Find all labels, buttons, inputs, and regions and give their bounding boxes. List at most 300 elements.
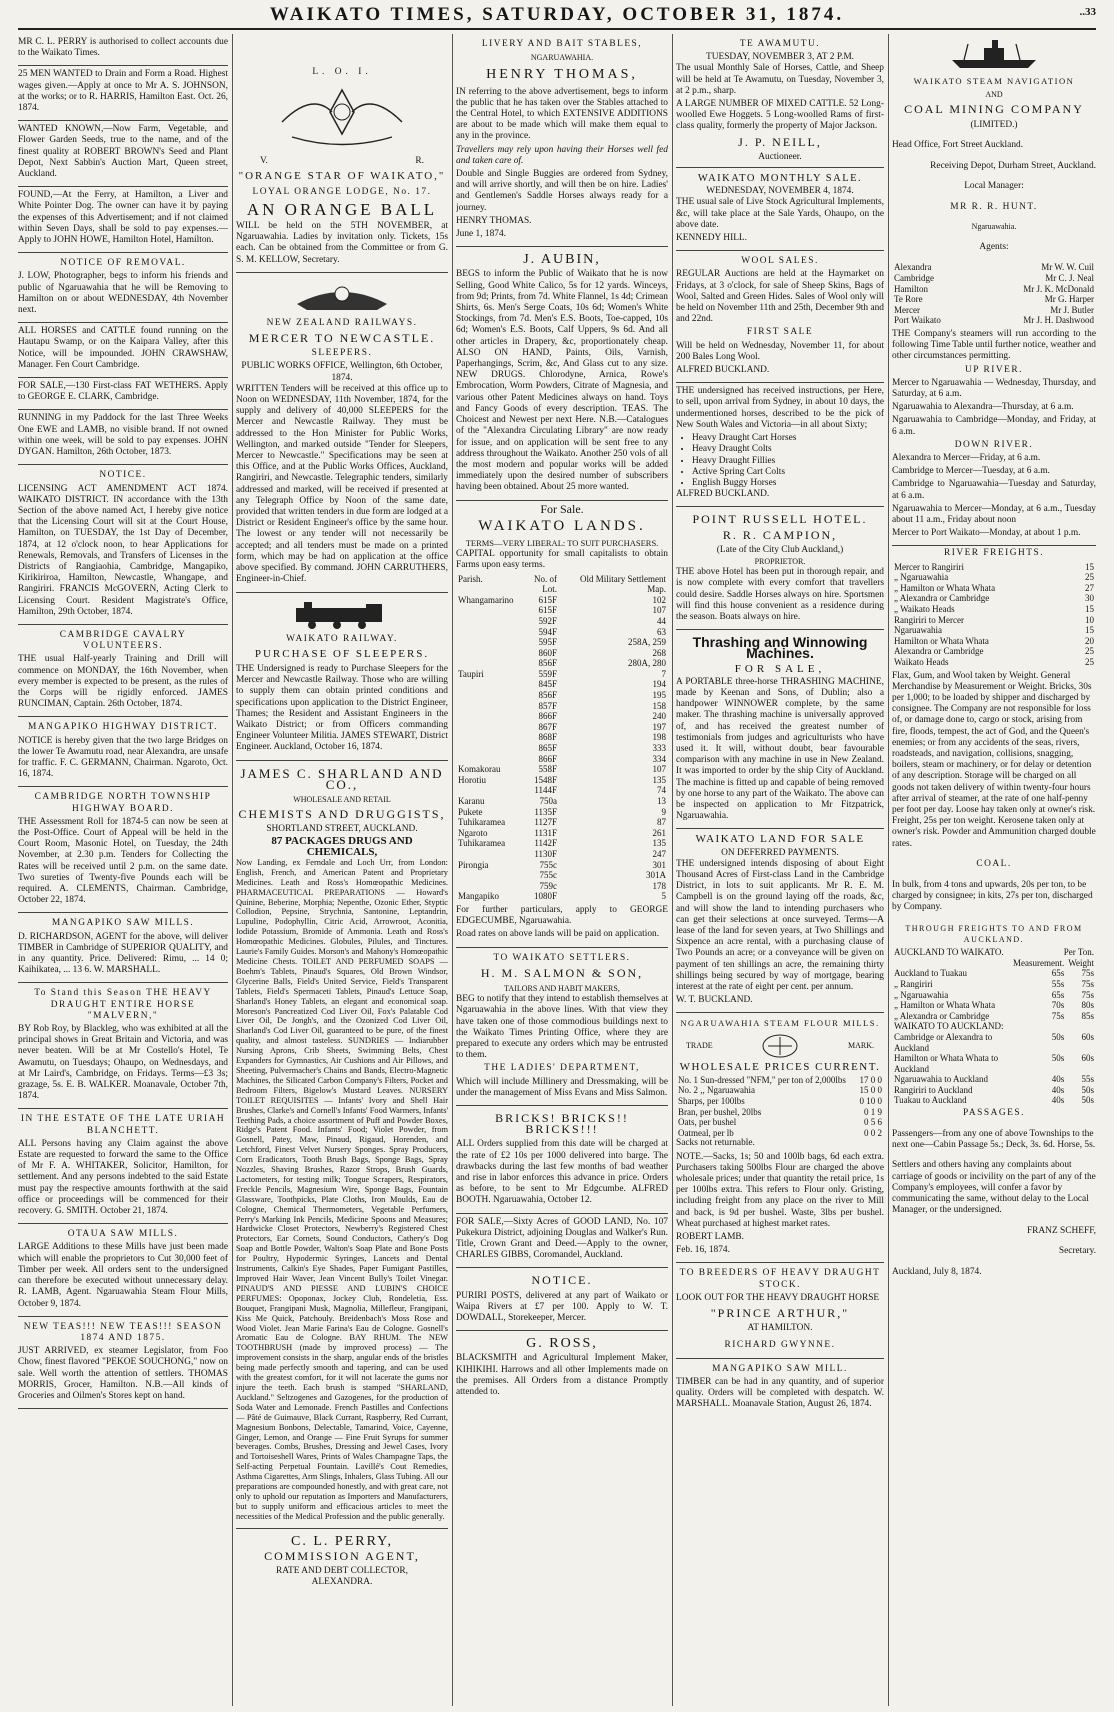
table-cell: 55s (1051, 978, 1065, 989)
column-5 (892, 34, 1096, 1706)
table-row (456, 785, 668, 796)
salmon-text: BEG to notify that they intend to establish themselves at Ngaruawahia in the above lines. With that view they have taken one of those commodious buildings next to the Waikato Times Printing Office, where they are prepared to execute any orders which may be entrusted to them. (456, 994, 668, 1061)
salmon-name: H. M. SALMON & SON, (480, 965, 644, 980)
lands-terms: TERMS—VERY LIBERAL: TO SUIT PURCHASERS. (465, 537, 659, 548)
company-coal: COAL MINING COMPANY (904, 102, 1084, 117)
agent-place: Mercer (894, 304, 920, 315)
table-cell: 333 (652, 743, 666, 754)
table-cell: 194 (652, 679, 666, 690)
table-cell (456, 616, 515, 627)
sharland-name: JAMES C. SHARLAND AND CO., (240, 765, 444, 792)
agent-place: Hamilton (894, 283, 928, 294)
loi-right: R. (415, 156, 424, 167)
table-row (456, 658, 668, 669)
list-item: • Heavy Draught Fillies (692, 456, 884, 467)
table-cell: 334 (652, 753, 666, 764)
agent-name: Mr C. J. Neal (1045, 272, 1094, 283)
table-cell: Auckland to Tuakau (894, 968, 967, 979)
table-cell: 40s (1051, 1084, 1065, 1095)
table-cell: 866F (538, 711, 557, 722)
agent-place: Port Waikato (894, 315, 941, 326)
freight-rate: 15 (1085, 625, 1094, 636)
ad-block (18, 378, 228, 410)
through-freights-heading: THROUGH FREIGHTS TO AND FROM AUCKLAND. (905, 923, 1083, 944)
table-header-row (892, 1021, 1096, 1032)
ad-deferred-land (676, 829, 884, 1013)
freight-rate: 27 (1085, 582, 1094, 593)
table-row (892, 305, 1096, 316)
table-cell (456, 627, 515, 638)
table-cell: Cambridge or Alexandra to Auckland (894, 1031, 993, 1053)
table-cell: 60s (1081, 1053, 1094, 1064)
lands-col-header: No. of Lot. (533, 573, 557, 595)
table-cell: 13 (657, 796, 666, 806)
table-cell: 759c (539, 880, 557, 891)
price-item: Sharps, per 100lbs (678, 1096, 745, 1107)
ad-monthly-sale (676, 168, 884, 251)
agent-place: Alexandra (894, 262, 932, 273)
livery-text: IN referring to the above advertisement, begs to inform the public that he has taken over the Stables attached to the Central Hotel, to which EXTENSIVE ADDITIONS are about to be made which will make them equal to any in the province. (456, 86, 668, 142)
passages-text: Passengers—from any one of above Townships to the next one—Cabin Passage 5s.; Deck, 3s. 6d. Horse, 5s. (892, 1128, 1096, 1150)
freight-route: Rangiriri to Mercer (894, 614, 964, 625)
table-cell: Rangiriri to Auckland (894, 1084, 973, 1095)
list-item: Cambridge to Mercer—Tuesday, at 6 a.m. (892, 466, 1050, 477)
trademark-icon (760, 1032, 800, 1060)
ad-wool-sales (676, 251, 884, 383)
freight-route: Waikato Heads (894, 656, 949, 667)
table-cell: Whangamarino (458, 594, 514, 605)
table-cell: 755c (539, 859, 557, 870)
table-cell: Pukete (458, 806, 483, 817)
ross-text: BLACKSMITH and Agricultural Implement Maker, KIHIKIHI. Harrows and all other Implements made on the premises. All Orders from a distance Promptly attended to. (456, 1353, 668, 1398)
table-row (456, 807, 668, 818)
table-row (456, 648, 668, 659)
ad-block (18, 1224, 228, 1316)
loi-heading: L. O. I. (312, 67, 372, 77)
table-row (456, 722, 668, 733)
hotel-late: (Late of the City Club Auckland,) (716, 544, 844, 555)
freight-route: Mercer to Rangiriri (894, 561, 964, 572)
saw-mill-text: TIMBER can be had in any quantity, and of superior quality. Orders will be completed with despatch. W. MARSHALL. Moanavale Station, August 26, 1874. (676, 1376, 884, 1410)
ta-role: Auctioneer. (758, 151, 802, 162)
orange-star-title: "ORANGE STAR OF WAIKATO," (238, 170, 446, 183)
table-cell: 7 (661, 668, 666, 679)
table-row (456, 838, 668, 849)
table-cell: 195 (652, 690, 666, 701)
ad-text: NOTICE is hereby given that the two large Bridges on the lower Te Awamutu road, near Alexandra, are unsafe for traffic. F. C. GERMANN, Chairman. Ngaroto, Oct. 16, 1874. (18, 735, 228, 780)
column-1 (18, 34, 228, 1706)
agent-name: Mr J. H. Dashwood (1023, 315, 1094, 326)
table-header-row (892, 947, 1096, 958)
ad-heading: CAMBRIDGE CAVALRY VOLUNTEERS. (59, 629, 187, 652)
table-cell: 592F (538, 615, 557, 626)
table-row (892, 1000, 1096, 1011)
table-cell: 856F (538, 658, 557, 669)
sharland-chemists: CHEMISTS AND DRUGGISTS, (238, 807, 446, 822)
table-cell: 158 (652, 700, 666, 711)
breeders-text: LOOK OUT FOR THE HEAVY DRAUGHT HORSE (676, 1292, 880, 1303)
table-row (456, 796, 668, 807)
lands-table (456, 574, 668, 902)
gwynne: RICHARD GWYNNE. (724, 1340, 836, 1351)
table-cell: 178 (652, 880, 666, 891)
ad-waikato-railway (236, 593, 448, 761)
table-row (892, 273, 1096, 284)
table-cell: 856F (538, 690, 557, 701)
table-cell: 5 (661, 891, 666, 902)
ad-block (18, 34, 228, 66)
purchase-sleepers-heading: PURCHASE OF SLEEPERS. (254, 647, 430, 660)
list-item: Ngaruawahia to Cambridge—Monday, and Friday, at 6 a.m. (892, 415, 1096, 437)
deferred-text: THE undersigned intends disposing of about Eight Thousand Acres of First-class Land in the Cambridge District, in lots to suit applicants. Mr R. E. M. Campbell is on the ground laying off the roads, &c, and will show the land to intending purchasers who can get their selections at once surveyed. Terms—A lease of the land for seven years, at Two Shillings and Sixpence an acre rental, with a purchasing clause of Two Pounds an acre; or a conveyance will be given on payment of ten shillings an acre, the remaining thirty shillings being secured by way of mortgage, bearing interest at the rate of eight per cent. per annum. (676, 858, 884, 993)
table-cell: Tuakau to Auckland (894, 1095, 967, 1106)
price-value: 0 5 6 (864, 1117, 882, 1128)
hotel-name: POINT RUSSELL HOTEL. (692, 512, 868, 527)
table-cell (456, 743, 515, 754)
table-cell (456, 711, 515, 722)
table-cell: 559F (538, 668, 557, 679)
secretary-role: Secretary. (1058, 1246, 1096, 1257)
table-cell: 50s (1051, 1031, 1065, 1042)
table-cell: 1127F (534, 817, 557, 828)
ad-block (18, 1317, 228, 1409)
ta-text2: A LARGE NUMBER OF MIXED CATTLE. 52 Long-woolled Ewe Hoggets. 5 Long-woolled Rams of first-class quality, formerly the property of Major Jackson. (676, 99, 884, 132)
table-row (892, 625, 1096, 636)
sharland-text: Now Landing, ex Ferndale and Loch Urr, from London: English, French, and American Patent and Proprietary Medicines. Leath and Ross's Homœopathic Medicines. PHARMACEUTICAL PREPARATIONS — Howard's Quinine, Beberine, Morphia; Nepenthe, Ozonic Ether, Styptic Collodion, Pepsine, Strychnia, Santonine, Leptandrin, Lupuline, Podophyllin, Citric Acid, Arrowroot, Aconitia, Iodide Potassium, Bromide of Ammonia. Leath and Ross's Homœopathic Medicines. Globules, Pilules, and Tinctures. Laurie's Family Guides. Morson's and Mahony's Homœopathic Medicine Chests. TOILET AND PERFUMED SOAPS — Boehm's Tablets, Pinaud's Squares, Old Brown Windsor, Glycerine Balls, Field's United Service, Field's Transparent Tablets, Field's Spermaceti Tablets, Pinaud's Lettuce Soap, Sharland's Honey Tablets, an elegant and economical soap. Moreson's Pancreatized Cod Liver Oil, Fox's Palatable Cod Liver Oil, De Jongh's, and the Ozonized Cod Liver Oil, Sharland's Cod Liver Oil, guaranteed to be pure, of the finest quality, and almost tasteless. SUNDRIES — Indiarubber Nursing Aprons, Crib Sheets, Swimming Belts, Chest Expanders for Gymnastics, Air Cushions and Air Pillows, and Sheeting, Pulvermacher's Chains and Bands, Electro-Magnetic Machines, the Silicated Carbon Company's Filters, Pocket and Bedroom Filters, Bigelow's Mustard Leaves. NURSERY TOILET REQUISITES — Infants' Ivory and Shell Hair Brushes, Clarke's and Cornell's Infants' Food Warmers, Infants' Teething Pads, a choice assortment of Puff and Powder Boxes, Ridge's Patent Food. Infants' Food; Violet Powder, from Gosnell, Patey, Maw, Pinaud, Rigaud, Horenden, and Letchford, Finest Velvet Nursery Sponges. Spray Producers, Corn Eradicators, Tooth Brush Bags, Sponge Bags, Spray Nozzles, Shaving Brushes, Razor Strops, Brush Guards, Lactometers, for testing milk; Tongue Scrapers, Respirators, Freckle Pencils, Magnesium Wire, Sponge Bags, Fountain Glassware, Toothpicks, Plate Cloths, Iron Moulds, Eau de Cologne, Chemical Thermometers, Vegetable Perfumers, Perry's Marking Ink Pencils, Medicine Spoons and Measures; Hardwicke Closet Protectors, Newberry's Registered Chest Protectors, Ear Cornets, Sound Conductors, Cathery's Dog Soap and Bottle Powder, Walton's Soap Plate and Bone Posts for Poultry, Hypodermic Syringes, Lancets and Dental Instruments, Calkin's Eye Shades, Paper Fumigant Pastilles, Improved Hair Waver, Jean Vincent Bully's Toilet Vinegar. PINAUD'S AND PIESSE AND LUBIN'S CHOICE PERFUMES: Opoponax, Jockey Club, Rondeletia, Ess. Bouquet, Frangipani Musk, Magnolia, Millefleur, Frangipani, Kiss Me Quick, Patchouly. Breidenbach's Moss Rose and Wood Violet. Jean Marie Farina's Eau de Cologne. Gosnell's Aromatic Eau de Cologne. BAY RHUM. The NEW TOOTHBRUSH (made by improved process) — The improvement consists in the sharp, angular ends of the bristles being made perfectly smooth and tapering, and can be used with the greatest comfort, for it will not lacerate the gums nor injure the teeth. Each brush is stamped "SHARLAND, Auckland." Seltzogenes and Gazogenes, for the production of Soda Water and Lemonade. French Pastilles and Confections — Pâté de Guimauve, Black Currant, Raspberry, Red Currant, Magnesium Bonbons, Delectable, Tamarind, Voice, Cayenne, Ginger, Lemon, and Orange — Fine Fruit Syrups for summer beverages. Combs, Brushes, Dressing and Jewel Cases, Ivory and Tortoiseshell Wares, Prints of Wales Champagne Taps, the Self-acting Perpetual Fountain. Lavillé's Cout Remedies, Asthma Cigarettes, Arm Slings, Inhalers, Glass Tubing. All our preparations are compounded honestly, and with great care, not only to uphold our reputation as Importers and Manufacturers, but to supply uniform and efficacious articles to meet the necessities of the Medical Profession and the public generally. (236, 857, 448, 1521)
table-cell (456, 722, 515, 733)
ad-heading: IN THE ESTATE OF THE LATE URIAH BLANCHETT. (20, 1114, 226, 1136)
notice-heading: NOTICE. (531, 1273, 593, 1288)
down-river-heading: DOWN RIVER. (954, 439, 1034, 450)
table-cell: 595F (538, 637, 557, 648)
monthly-date: WEDNESDAY, NOVEMBER 4, 1874. (706, 186, 854, 197)
list-item: Ngaruawahia to Alexandra—Thursday, at 6 a.m. (892, 402, 1074, 413)
masthead (18, 4, 1096, 30)
ad-text: MR C. L. PERRY is authorised to collect accounts due to the Waikato Times. (18, 37, 228, 59)
bricks-heading: BRICKS! BRICKS!! BRICKS!!! (495, 1110, 629, 1137)
ad-flour-mills (676, 1013, 884, 1263)
table-row (892, 636, 1096, 647)
ad-block (18, 410, 228, 465)
table-cell: 40s (1051, 1074, 1065, 1085)
table-row (456, 743, 668, 754)
table-header: Per Ton. (1063, 947, 1094, 958)
ad-heading: NOTICE. (99, 470, 147, 481)
freight-rate: 25 (1085, 646, 1094, 657)
ad-thrashing (676, 630, 884, 829)
hotel-text: THE above Hotel has been put in thorough repair, and is now complete with every comfort that travellers could desire. Saddle Horses always on hire. Sportsmen will find this house convenient as a residence during the season. Boats always on hire. (676, 567, 884, 622)
table-cell: Tuhikaramea (458, 838, 506, 849)
secretary-sign: FRANZ SCHEFF, (1026, 1225, 1096, 1236)
breeders-heading: TO BREEDERS OF HEAVY DRAUGHT STOCK. (679, 1268, 881, 1290)
local-manager-label: Local Manager: (964, 181, 1024, 192)
table-row (456, 669, 668, 680)
ad-block (18, 121, 228, 187)
prince-arthur: "PRINCE ARTHUR," (710, 1306, 850, 1321)
freight-route: Ngaruawahia (894, 625, 942, 636)
table-cell: 845F (538, 679, 557, 690)
table-row (892, 990, 1096, 1001)
flour-sign: ROBERT LAMB. (676, 1232, 745, 1243)
agent-name: Mr J. K. McDonald (1023, 283, 1094, 294)
agent-name: Mr G. Harper (1044, 294, 1094, 305)
table-cell: Karanu (458, 796, 485, 806)
livery-date: June 1, 1874. (456, 229, 506, 240)
table-cell: Ngaroto (458, 827, 488, 838)
ad-heading: OTAUA SAW MILLS. (67, 1229, 179, 1240)
lodge-name: LOYAL ORANGE LODGE, No. 17. (252, 186, 432, 197)
table-cell: 1135F (534, 806, 557, 817)
table-cell: 75s (1051, 1010, 1065, 1021)
table-cell: 50s (1081, 1084, 1094, 1095)
table-cell: 261 (652, 827, 666, 838)
table-row (456, 881, 668, 892)
table-cell: 198 (652, 732, 666, 743)
price-value: 17 0 0 (859, 1074, 882, 1085)
land-sale-text: FOR SALE,—Sixty Acres of GOOD LAND, No. 107 Pukekura District, adjoining Douglas and Walker's Run. Title, Crown Grant and Deed.—Apply to the owner, CHARLES GIBBS, Coromandel, Auckland. (456, 1216, 668, 1261)
perry-collector: RATE AND DEBT COLLECTOR, (276, 1566, 408, 1577)
livery-place: NGARUAWAHIA. (530, 53, 594, 63)
freight-rate: 20 (1085, 635, 1094, 646)
table-cell: „ Ngaruawahia (894, 989, 949, 1000)
table-row (892, 657, 1096, 668)
table-cell (456, 754, 515, 765)
railways-route: MERCER TO NEWCASTLE. (248, 331, 436, 346)
table-row (676, 1107, 884, 1118)
table-cell (456, 648, 515, 659)
table-row (892, 979, 1096, 990)
table-cell (456, 785, 515, 796)
table-row (456, 891, 668, 902)
freight-rate: 25 (1085, 572, 1094, 583)
table-row (456, 679, 668, 690)
price-value: 15 0 0 (859, 1085, 882, 1096)
down-river-list (892, 453, 1096, 539)
passages-heading: PASSAGES. (963, 1108, 1025, 1119)
freight-rate: 15 (1085, 603, 1094, 614)
freight-rate: 25 (1085, 656, 1094, 667)
table-cell: 1080F (533, 891, 557, 902)
ad-heading: CAMBRIDGE NORTH TOWNSHIP HIGHWAY BOARD. (34, 792, 212, 814)
table-cell: 197 (652, 721, 666, 732)
table-cell: 102 (652, 594, 666, 605)
ad-waikato-lands (456, 501, 668, 948)
list-item: Alexandra to Mercer—Friday, at 6 a.m. (892, 452, 1041, 463)
lands-col-header: Parish. (458, 573, 483, 584)
table-cell: 301 (652, 859, 666, 870)
table-cell: Komakorau (458, 764, 501, 775)
table-cell (456, 849, 515, 860)
coal-text: In bulk, from 4 tons and upwards, 20s per ton, to be charged by consignee; in kits, 27s per ton, discharged by Company. (892, 879, 1093, 913)
ad-text: RUNNING in my Paddock for the last Three Weeks One EWE and LAMB, no visible brand. If not owned within one week, will be sold to pay expenses. JOHN DYGAN. Hamilton, 26th October, 1873. (18, 413, 228, 458)
table-cell: Hamilton or Whata Whata to Auckland (894, 1053, 999, 1074)
ad-text: THE Assessment Roll for 1874-5 can now be seen at the Post-Office. Court of Appeal will be held in the Court Room, Masonic Hotel, on Tuesday, the 24th November, at 2.30 p.m. Tenders for Collecting the Rates will be received until 2 p.m. on the same date. Two sureties of Twenty-five Pounds each will be required. A. CLEMENTS, Chairman. Cambridge, October 22, 1874. (18, 816, 228, 906)
ad-text: J. LOW, Photographer, begs to inform his friends and public of Ngaruawahia that he will be Removing to Hamilton on or about WEDNESDAY, 4th November next. (18, 271, 228, 316)
table-header: Weight (1068, 957, 1094, 968)
agents-label: Agents: (979, 241, 1009, 252)
head-office: Head Office, Fort Street Auckland. (892, 140, 1024, 151)
flour-date: Feb. 16, 1874. (676, 1245, 730, 1256)
bricks-text: ALL Orders supplied from this date will be charged at the rate of £2 10s per 1000 delivered into barge. The drawbacks during the last few months of bad weather and rise in labor enforces this advance in price. Orders as before, to be sent to Mr Edgcumbe. ALFRED BOOTH. Ngaruawahia, October 12. (456, 1139, 668, 1206)
aubin-text: BEGS to inform the Public of Waikato that he is now Selling, Good White Calico, 5s for 12 yards. Winceys, from 9d; Prints, from 7d. White Flannel, 1s 4d; Crimean Shirts, 6s. Men's Serge Coats, 10s 6d; Women's White Stockings, from 7d. Men's E.S. Boots, Toe-capped, 10s 6d; Women's E.S. Boots, Calf Uppers, 9s 6d. And all other articles in Drapery, &c, proportionately cheap. ALSO ON HAND, Paints, Oils, Varnish, Paperhangings, Scrim, &c, And Glass cut to any size. NEW DRUGS. Chlorodyne, Arnica, Rowe's Embrocation, Worm Powders, Citrate of Magnesia, and various other Patent Medicines always on hand. Toys and Fancy Goods of every description. TEAS. The Choicest and Newest per next Here. N.B.—Catalogues of the "Alexandra Circulating Library" are now ready for issue, and on application will be sent free to any address throughout the Waikato. Another 250 vols of all the most modern and popular works will be added immediately upon the desired number of subscribers having been obtained. About 25 more wanted. (456, 269, 668, 493)
company-and: AND (985, 90, 1003, 100)
table-cell: 107 (652, 605, 666, 616)
table-cell: 65s (1051, 989, 1065, 1000)
table-row (676, 1085, 884, 1096)
table-cell: 750a (539, 796, 557, 806)
freight-conditions: Flax, Gum, and Wool taken by Weight. General Merchandise by Measurement or Weight. Bricks, 30s per 1,000; to be loaded by shipper and discharged by consignee. The Company are not responsible for loss of, or damage done to, cargo or stock, arising from fire, floods, tempest, the act of God, and the Queen's enemies; or from any accidents of the seas, rivers, roadsteads, and navigation, collisions, snagging, boilers, steam or machinery, or for delay or detention of any description. Storage will be charged on all goods not taken delivery of within twenty-four hours after arrival of steamer, at the rate of one half-penny per foot per day. Loose hay taken only at owner's risk. Freight, 25s per ton weight. Kerosene taken only at owner's risk. Powder and Ammunition charged double rates. (892, 670, 1096, 849)
table-cell: 240 (652, 711, 666, 722)
table-cell (456, 690, 515, 701)
orange-ball-title: AN ORANGE BALL (246, 199, 438, 219)
table-cell: 1548F (533, 774, 557, 785)
table-cell: 135 (652, 774, 666, 785)
monthly-text: THE usual sale of Live Stock Agricultural Implements, &c, will take place at the Sale Yards, Ohaupo, on the above date. (676, 197, 884, 230)
aubin-name: J. AUBIN, (523, 252, 601, 268)
list-item: • Heavy Draught Colts (692, 444, 884, 455)
column-3 (456, 34, 668, 1706)
table-cell: 1130F (534, 848, 557, 859)
table-header (892, 958, 1011, 969)
table-cell: 75s (1081, 989, 1094, 1000)
table-cell: Horotiu (458, 774, 486, 785)
table-row (892, 593, 1096, 604)
sharland-packages: 87 PACKAGES DRUGS AND CHEMICALS, (271, 834, 413, 858)
ad-block (18, 253, 228, 323)
company-heading: WAIKATO STEAM NAVIGATION (913, 76, 1075, 86)
ad-salmon (456, 948, 668, 1106)
list-item: Mercer to Port Waikato—Monday, at about 1 p.m. (892, 528, 1081, 539)
table-header-row (892, 958, 1096, 969)
perry-name: C. L. PERRY, (291, 1533, 393, 1549)
agent-name: Mr J. Butler (1050, 304, 1094, 315)
table-cell: 1131F (534, 827, 557, 838)
ad-heading: MANGAPIKO SAW MILLS. (51, 918, 195, 929)
table-row (456, 616, 668, 627)
thrashing-heading: Thrashing and Winnowing Machines. (692, 634, 868, 662)
table-row (892, 615, 1096, 626)
list-item: • English Buggy Horses (692, 478, 884, 489)
table-row (892, 1074, 1096, 1085)
table-row (456, 870, 668, 881)
prices-heading: WHOLESALE PRICES CURRENT. (679, 1060, 881, 1073)
table-cell: 107 (652, 764, 666, 775)
ta-auctioneer: J. P. NEILL, (738, 134, 822, 149)
table-row (456, 701, 668, 712)
price-item: No. 2 ,, Ngaruawahia (678, 1085, 755, 1096)
ad-text: D. RICHARDSON, AGENT for the above, will deliver TIMBER in Cambridge of SUPERIOR QUALITY, and in any quantity. Price. Delivered: Rimu, ... 14 0; Kaihikatea, ... 13 6. W. MARSHALL. (18, 931, 228, 976)
ta-date: TUESDAY, NOVEMBER 3, AT 2 P.M. (705, 52, 855, 63)
lands-text: CAPITAL opportunity for small capitalists to obtain Farms upon easy terms. (456, 549, 668, 571)
ad-horses (676, 383, 884, 507)
lands-col-header: Old Military Settlement Map. (580, 573, 666, 595)
up-river-heading: UP RIVER. (965, 364, 1023, 375)
ad-text: FOR SALE,—130 First-class FAT WETHERS. Apply to GEORGE E. CLARK, Cambridge. (18, 381, 228, 403)
agent-place: Cambridge (894, 272, 934, 283)
for-sale-heading: For Sale. (540, 501, 584, 516)
wool-text: REGULAR Auctions are held at the Haymarket on Fridays, at 3 o'clock, for sale of Sheep Skins, Bags of Wool, Salted and Green Hides. Sales of Wool only will be held on November 11th and 25th, December 9th and and 22nd. (676, 269, 884, 325)
table-row (456, 828, 668, 839)
ad-block (18, 787, 228, 913)
waikato-railway-text: THE Undersigned is ready to Purchase Sleepers for the Mercer and Newcastle Railway. Those who are willing to supply them can obtain printed conditions and specifications upon application to the District Engineer, Thames; the Resident and Assistant Engineers in the Waikato District; or from Officers commanding Engineer Volunteer Militia. JAMES STEWART, District Engineer. Auckland, October 16, 1874. (236, 663, 448, 753)
ad-ross (456, 1331, 668, 1404)
salmon-heading: TO WAIKATO SETTLERS. (493, 952, 631, 963)
railways-heading: NEW ZEALAND RAILWAYS. (266, 317, 418, 328)
railways-text: WRITTEN Tenders will be received at this office up to Noon on WEDNESDAY, 11th November, 1874, for the supply and delivery of 40,000 SLEEPERS for the Mercer and Newcastle Railway. They must be addressed to the Hon Minister for Public Works, Wellington, and marked outside "Tender for Sleepers, Mercer to Newcastle." Specifications may be seen at this Office, and at the Public Works Offices, Auckland, Rangiriri, and Newcastle. Telegraphic tenders, similarly addressed and marked, will be received if presented at any Telegraph Office by Noon of the same date, provided that written tenders in due form are lodged at a District or Resident Engineer's office by the same hour. The lowest or any tender will not necessarily be accepted; and all tenders must be made on a printed form, which may be had on application at the office above specified. By command. JOHN CARRUTHERS, Engineer-in-Chief. (236, 383, 448, 585)
thrashing-for-sale: FOR SALE, (734, 662, 826, 675)
wool-heading: WOOL SALES. (741, 256, 819, 267)
table-cell: 85s (1081, 1010, 1094, 1021)
lands-foot: For further particulars, apply to GEORGE EDGECUMBE, Ngaruawahia. (456, 904, 668, 927)
table-row (456, 732, 668, 743)
price-item: Oats, per bushel (678, 1117, 737, 1128)
table-cell: 50s (1081, 1095, 1094, 1106)
flour-heading: NGARUAWAHIA STEAM FLOUR MILLS. (680, 1018, 880, 1029)
table-row (892, 1053, 1096, 1074)
table-cell: 50s (1051, 1053, 1065, 1064)
table-row (892, 262, 1096, 273)
ross-name: G. ROSS, (526, 1336, 598, 1352)
table-cell: 9 (661, 806, 666, 817)
first-sale-heading: FIRST SALE (746, 327, 814, 338)
ad-text: FOUND,—At the Ferry, at Hamilton, a Liver and White Pointer Dog. The owner can have it by paying the expenses of this Advertisement; and if not claimed within Seven Days, shall be sold to pay expenses.—Apply to JOHN HOWE, Hamilton Hotel, Hamilton. (18, 190, 228, 246)
company-date: Auckland, July 8, 1874. (892, 1267, 982, 1278)
table-row (456, 690, 668, 701)
receiving-depot: Receiving Depot, Durham Street, Auckland. (930, 160, 1096, 171)
waikato-lands-heading: WAIKATO LANDS. (478, 517, 646, 534)
ad-aubin (456, 247, 668, 500)
column-2 (236, 34, 448, 1706)
river-freights-heading: RIVER FREIGHTS. (943, 548, 1045, 559)
trade-label: TRADE (686, 1041, 713, 1051)
livery-italic: Travellers may rely upon having their Horses well fed and taken care of. (456, 144, 668, 166)
table-row (676, 1117, 884, 1128)
table-cell: „ Rangiriri (894, 978, 933, 989)
ad-block (18, 983, 228, 1109)
list-item: Cambridge to Ngaruawahia—Tuesday and Saturday, at 6 a.m. (892, 479, 1096, 501)
timetable (892, 326, 1096, 546)
list-item: Mercer to Ngaruawahia — Wednesday, Thursday, and Saturday, at 6 a.m. (892, 377, 1096, 399)
price-value: 0 0 2 (864, 1127, 882, 1138)
ad-text: ALL HORSES and CATTLE found running on the Hautapu Swamp, or on the Kaipara Valley, after this Notice, will be impounded. JOHN CRAWSHAW, Manager. Fen Court Cambridge. (18, 326, 228, 370)
freight-route: „ Hamilton or Whata Whata (894, 582, 996, 593)
salmon-trade: TAILORS AND HABIT MAKERS, (504, 983, 620, 993)
table-cell: Ngaruawahia to Auckland (894, 1074, 988, 1085)
ad-orange-ball (236, 34, 448, 273)
complaints-text: Settlers and others having any complaints about carriage of goods or incivility on the part of any of the Company's employees, will confer a favor by communicating the same, without delay to the Local Manager, or the undersigned. (892, 1160, 1096, 1216)
manager-location: Ngaruawahia. (971, 222, 1017, 232)
sacks-note: Sacks not returnable. (676, 1138, 755, 1149)
river-freights-table (892, 562, 1096, 668)
railways-sleepers: SLEEPERS. (311, 348, 373, 359)
livery-sign: HENRY THOMAS. (456, 215, 532, 226)
table-cell: 594F (538, 626, 557, 637)
freight-route: „ Waikato Heads (894, 603, 955, 614)
table-row (892, 1032, 1096, 1053)
ad-text: 25 MEN WANTED to Drain and Form a Road. Highest wages given.—Apply at once to Mr A. S. JOHNSON, at the works; or to R. HARRIS, Hamilton East. Oct. 26, 1874. (18, 69, 228, 114)
table-cell: Taupiri (458, 668, 484, 679)
table-cell: 258A, 259 (628, 637, 666, 648)
horses-sign: ALFRED BUCKLAND. (676, 489, 770, 500)
table-row (892, 315, 1096, 326)
ad-block (18, 625, 228, 717)
sharland-trade: WHOLESALE AND RETAIL (293, 794, 391, 804)
ad-nz-railways (236, 273, 448, 593)
list-item: Ngaruawahia to Mercer—Monday, at 6 a.m., Tuesday about 11 a.m., Friday about noon (892, 503, 1096, 525)
table-row (892, 562, 1096, 573)
horses-list (676, 433, 884, 489)
freight-rate: 30 (1085, 593, 1094, 604)
